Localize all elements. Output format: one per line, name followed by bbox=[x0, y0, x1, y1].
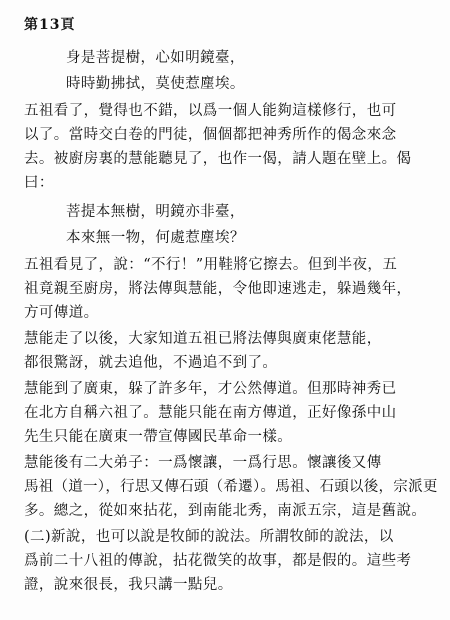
verse-line: 菩提本無樹，明鏡亦非臺， bbox=[66, 204, 245, 220]
body-line: 慧能到了廣東，躲了許多年，才公然傳道。但那時神秀已 bbox=[24, 381, 397, 397]
body-line: 祖竟親至廚房，將法傳與慧能，令他即速逃走，躲過幾年， bbox=[24, 281, 412, 297]
body-line: 慧能後有二大弟子：一爲懷讓，一爲行思。懷讓後又傳 bbox=[24, 455, 382, 471]
body-line: 馬祖（道一），行思又傳石頭（希遷）。馬祖、石頭以後，宗派更 bbox=[24, 479, 438, 495]
body-line: 證，說來很長，我只講一點兒。 bbox=[24, 577, 233, 593]
body-line: 五祖看了，覺得也不錯，以爲一個人能夠這樣修行，也可 bbox=[24, 103, 397, 119]
body-line: 曰： bbox=[24, 175, 54, 191]
body-line: 先生只能在廣東一帶宣傳國民革命一樣。 bbox=[24, 429, 293, 445]
body-line: (二)新說，也可以說是牧師的說法。所謂牧師的說法，以 bbox=[24, 529, 394, 545]
verse-line: 身是菩提樹，心如明鏡臺， bbox=[66, 50, 245, 66]
body-line: 五祖看見了，說：“不行！”用鞋將它擦去。但到半夜，五 bbox=[24, 257, 398, 273]
body-line: 慧能走了以後，大家知道五祖已將法傳與廣東佬慧能， bbox=[24, 331, 382, 347]
body-line: 在北方自稱六祖了。慧能只能在南方傳道，正好像孫中山 bbox=[24, 405, 397, 421]
body-line: 去。被廚房裏的慧能聽見了，也作一偈，請人題在壁上。偈 bbox=[24, 151, 412, 167]
body-line: 多。總之，從如來拈花，到南能北秀，南派五宗，這是舊說。 bbox=[24, 503, 427, 519]
page-number: 第13頁 bbox=[24, 17, 76, 33]
verse-line: 時時勤拂拭，莫使惹塵埃。 bbox=[66, 76, 245, 92]
body-line: 都很驚訝，就去追他，不過追不到了。 bbox=[24, 355, 278, 371]
verse-line: 本來無一物，何處惹塵埃？ bbox=[66, 230, 245, 246]
body-line: 以了。當時交白卷的門徒，個個都把神秀所作的偈念來念 bbox=[24, 127, 397, 143]
body-line: 爲前二十八祖的傳說，拈花微笑的故事，都是假的。這些考 bbox=[24, 553, 412, 569]
body-line: 方可傳道。 bbox=[24, 305, 99, 321]
